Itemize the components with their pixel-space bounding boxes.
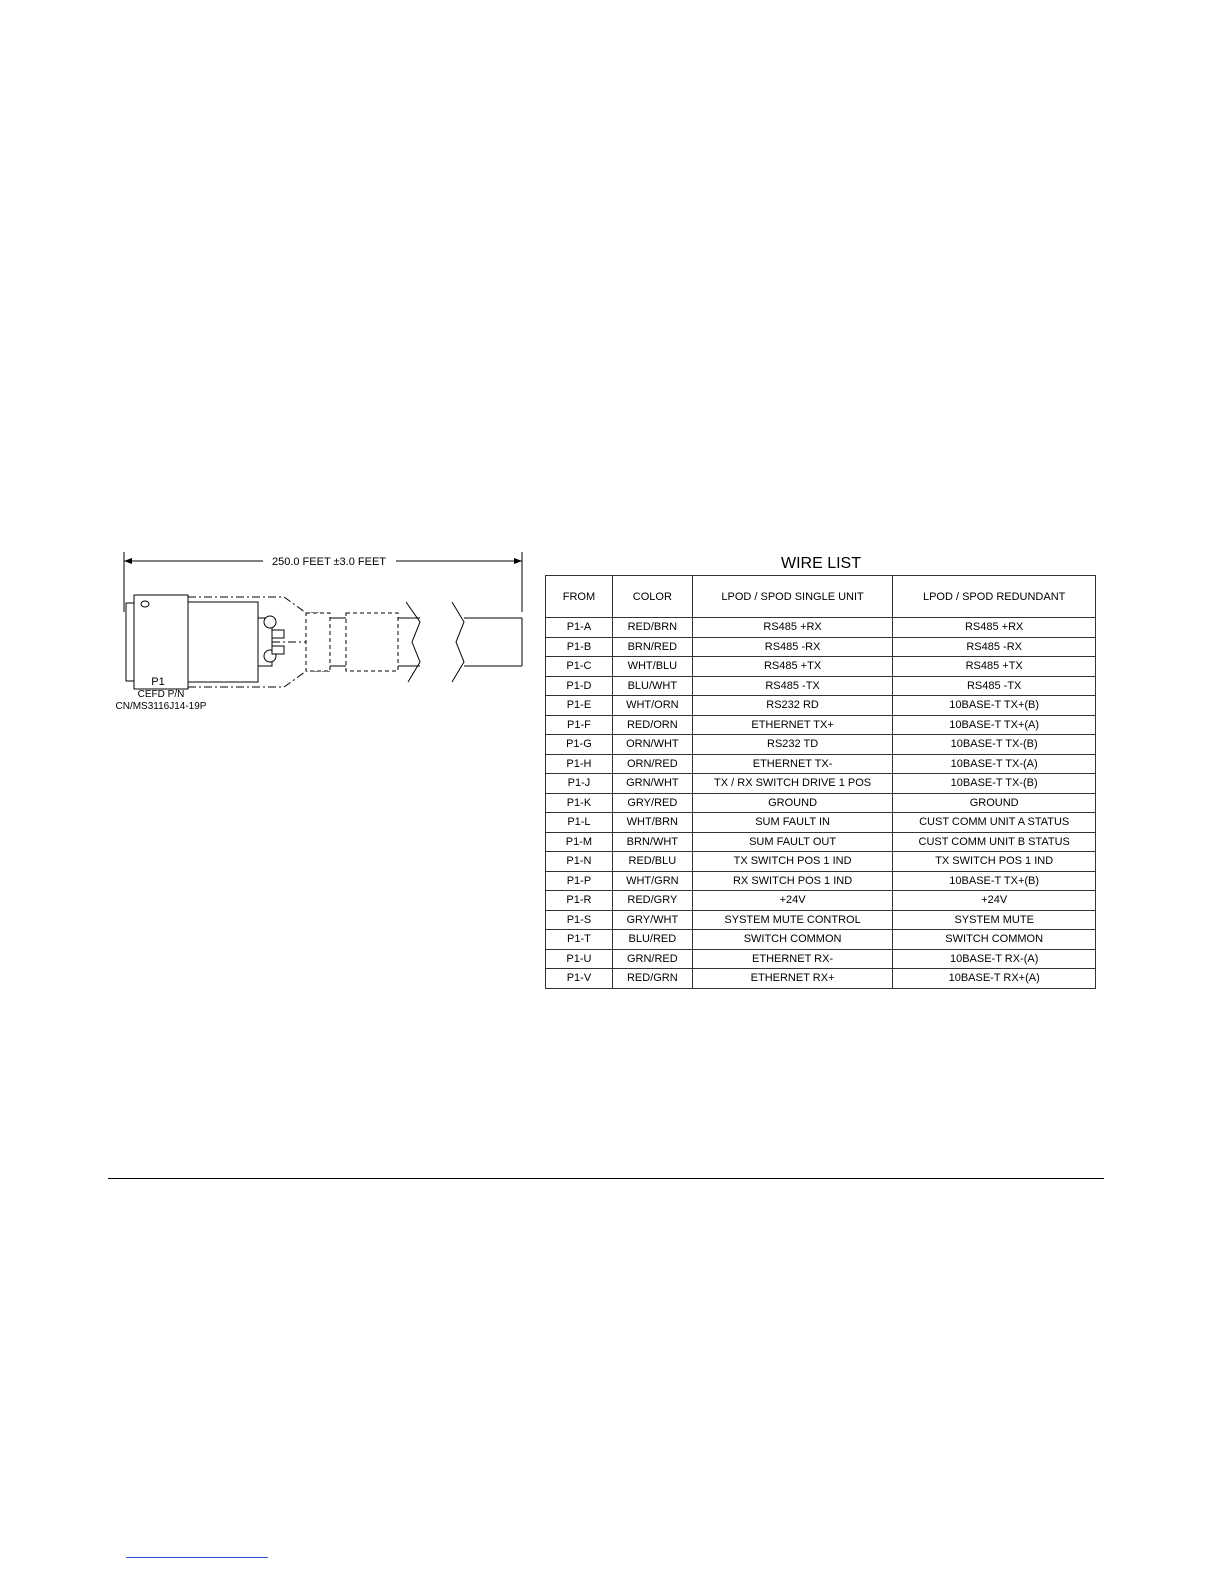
cell-color: RED/BRN (612, 618, 692, 638)
table-row (546, 832, 1096, 852)
cable-drawing (108, 540, 538, 730)
table-header-row (546, 576, 1096, 618)
cell-color: WHT/BRN (612, 813, 692, 833)
cell-from: P1-M (546, 832, 613, 852)
cell-single-unit: RS232 RD (692, 696, 893, 716)
cell-color: ORN/RED (612, 754, 692, 774)
table-row (546, 871, 1096, 891)
cell-from: P1-K (546, 793, 613, 813)
cell-single-unit: SUM FAULT OUT (692, 832, 893, 852)
footer-link-underline (126, 1557, 268, 1558)
header-single-unit: LPOD / SPOD SINGLE UNIT (692, 576, 893, 618)
cell-redundant: CUST COMM UNIT A STATUS (893, 813, 1096, 833)
cell-single-unit: TX / RX SWITCH DRIVE 1 POS (692, 774, 893, 794)
table-row (546, 813, 1096, 833)
cell-from: P1-S (546, 910, 613, 930)
connector-pn: CN/MS3116J14-19P (115, 701, 207, 712)
table-row (546, 891, 1096, 911)
cell-from: P1-T (546, 930, 613, 950)
horizontal-rule (108, 1178, 1104, 1179)
table-row (546, 676, 1096, 696)
cell-single-unit: RX SWITCH POS 1 IND (692, 871, 893, 891)
cell-from: P1-G (546, 735, 613, 755)
cell-single-unit: RS232 TD (692, 735, 893, 755)
table-row (546, 774, 1096, 794)
table-row (546, 949, 1096, 969)
cell-color: RED/GRY (612, 891, 692, 911)
cell-from: P1-L (546, 813, 613, 833)
cell-single-unit: +24V (692, 891, 893, 911)
cell-from: P1-F (546, 715, 613, 735)
wire-list-title: WIRE LIST (780, 555, 861, 572)
cell-single-unit: SUM FAULT IN (692, 813, 893, 833)
table-row (546, 715, 1096, 735)
cell-single-unit: ETHERNET RX- (692, 949, 893, 969)
cell-redundant: 10BASE-T TX+(B) (893, 696, 1096, 716)
cell-redundant: RS485 +TX (893, 657, 1096, 677)
table-row (546, 637, 1096, 657)
table-row (546, 852, 1096, 872)
cell-single-unit: TX SWITCH POS 1 IND (692, 852, 893, 872)
cell-color: GRY/RED (612, 793, 692, 813)
cell-color: GRY/WHT (612, 910, 692, 930)
table-row (546, 735, 1096, 755)
cell-single-unit: RS485 -RX (692, 637, 893, 657)
cell-color: GRN/RED (612, 949, 692, 969)
cell-color: ORN/WHT (612, 735, 692, 755)
connector-pn-label: CEFD P/N (137, 689, 185, 700)
cell-color: BRN/RED (612, 637, 692, 657)
connector-ref: P1 (151, 676, 165, 688)
cell-redundant: TX SWITCH POS 1 IND (893, 852, 1096, 872)
cell-redundant: 10BASE-T TX+(B) (893, 871, 1096, 891)
cell-from: P1-V (546, 969, 613, 989)
cell-color: BLU/RED (612, 930, 692, 950)
cell-single-unit: ETHERNET RX+ (692, 969, 893, 989)
cell-single-unit: RS485 +RX (692, 618, 893, 638)
table-row (546, 969, 1096, 989)
cell-redundant: 10BASE-T TX-(A) (893, 754, 1096, 774)
cell-from: P1-U (546, 949, 613, 969)
cell-redundant: SYSTEM MUTE (893, 910, 1096, 930)
cell-from: P1-D (546, 676, 613, 696)
table-row (546, 657, 1096, 677)
cell-redundant: CUST COMM UNIT B STATUS (893, 832, 1096, 852)
cell-redundant: SWITCH COMMON (893, 930, 1096, 950)
table-row (546, 793, 1096, 813)
header-color: COLOR (612, 576, 692, 618)
cell-redundant: 10BASE-T TX-(B) (893, 774, 1096, 794)
cell-redundant: 10BASE-T RX+(A) (893, 969, 1096, 989)
table-row (546, 910, 1096, 930)
cell-color: WHT/ORN (612, 696, 692, 716)
cell-single-unit: ETHERNET TX- (692, 754, 893, 774)
cell-redundant: GROUND (893, 793, 1096, 813)
cell-color: BRN/WHT (612, 832, 692, 852)
cell-color: RED/BLU (612, 852, 692, 872)
table-row (546, 618, 1096, 638)
cell-single-unit: RS485 -TX (692, 676, 893, 696)
cell-from: P1-C (546, 657, 613, 677)
cell-from: P1-H (546, 754, 613, 774)
cell-redundant: +24V (893, 891, 1096, 911)
cell-redundant: RS485 -TX (893, 676, 1096, 696)
table-row (546, 930, 1096, 950)
cell-color: RED/GRN (612, 969, 692, 989)
cell-single-unit: SYSTEM MUTE CONTROL (692, 910, 893, 930)
cell-color: BLU/WHT (612, 676, 692, 696)
dimension-label: 250.0 FEET ±3.0 FEET (271, 556, 387, 568)
cell-color: WHT/GRN (612, 871, 692, 891)
cell-single-unit: SWITCH COMMON (692, 930, 893, 950)
cell-color: GRN/WHT (612, 774, 692, 794)
cell-redundant: 10BASE-T TX-(B) (893, 735, 1096, 755)
cell-from: P1-A (546, 618, 613, 638)
cell-color: WHT/BLU (612, 657, 692, 677)
cell-single-unit: GROUND (692, 793, 893, 813)
cell-single-unit: RS485 +TX (692, 657, 893, 677)
wire-list-body (546, 618, 1096, 989)
cell-redundant: 10BASE-T TX+(A) (893, 715, 1096, 735)
table-row (546, 754, 1096, 774)
wire-list-table (545, 575, 1096, 989)
cell-from: P1-R (546, 891, 613, 911)
header-from: FROM (546, 576, 613, 618)
header-redundant: LPOD / SPOD REDUNDANT (893, 576, 1096, 618)
table-row (546, 696, 1096, 716)
cell-from: P1-P (546, 871, 613, 891)
cell-from: P1-E (546, 696, 613, 716)
cell-redundant: 10BASE-T RX-(A) (893, 949, 1096, 969)
cell-from: P1-N (546, 852, 613, 872)
cell-redundant: RS485 +RX (893, 618, 1096, 638)
cell-from: P1-J (546, 774, 613, 794)
cell-color: RED/ORN (612, 715, 692, 735)
cell-redundant: RS485 -RX (893, 637, 1096, 657)
cell-from: P1-B (546, 637, 613, 657)
cell-single-unit: ETHERNET TX+ (692, 715, 893, 735)
